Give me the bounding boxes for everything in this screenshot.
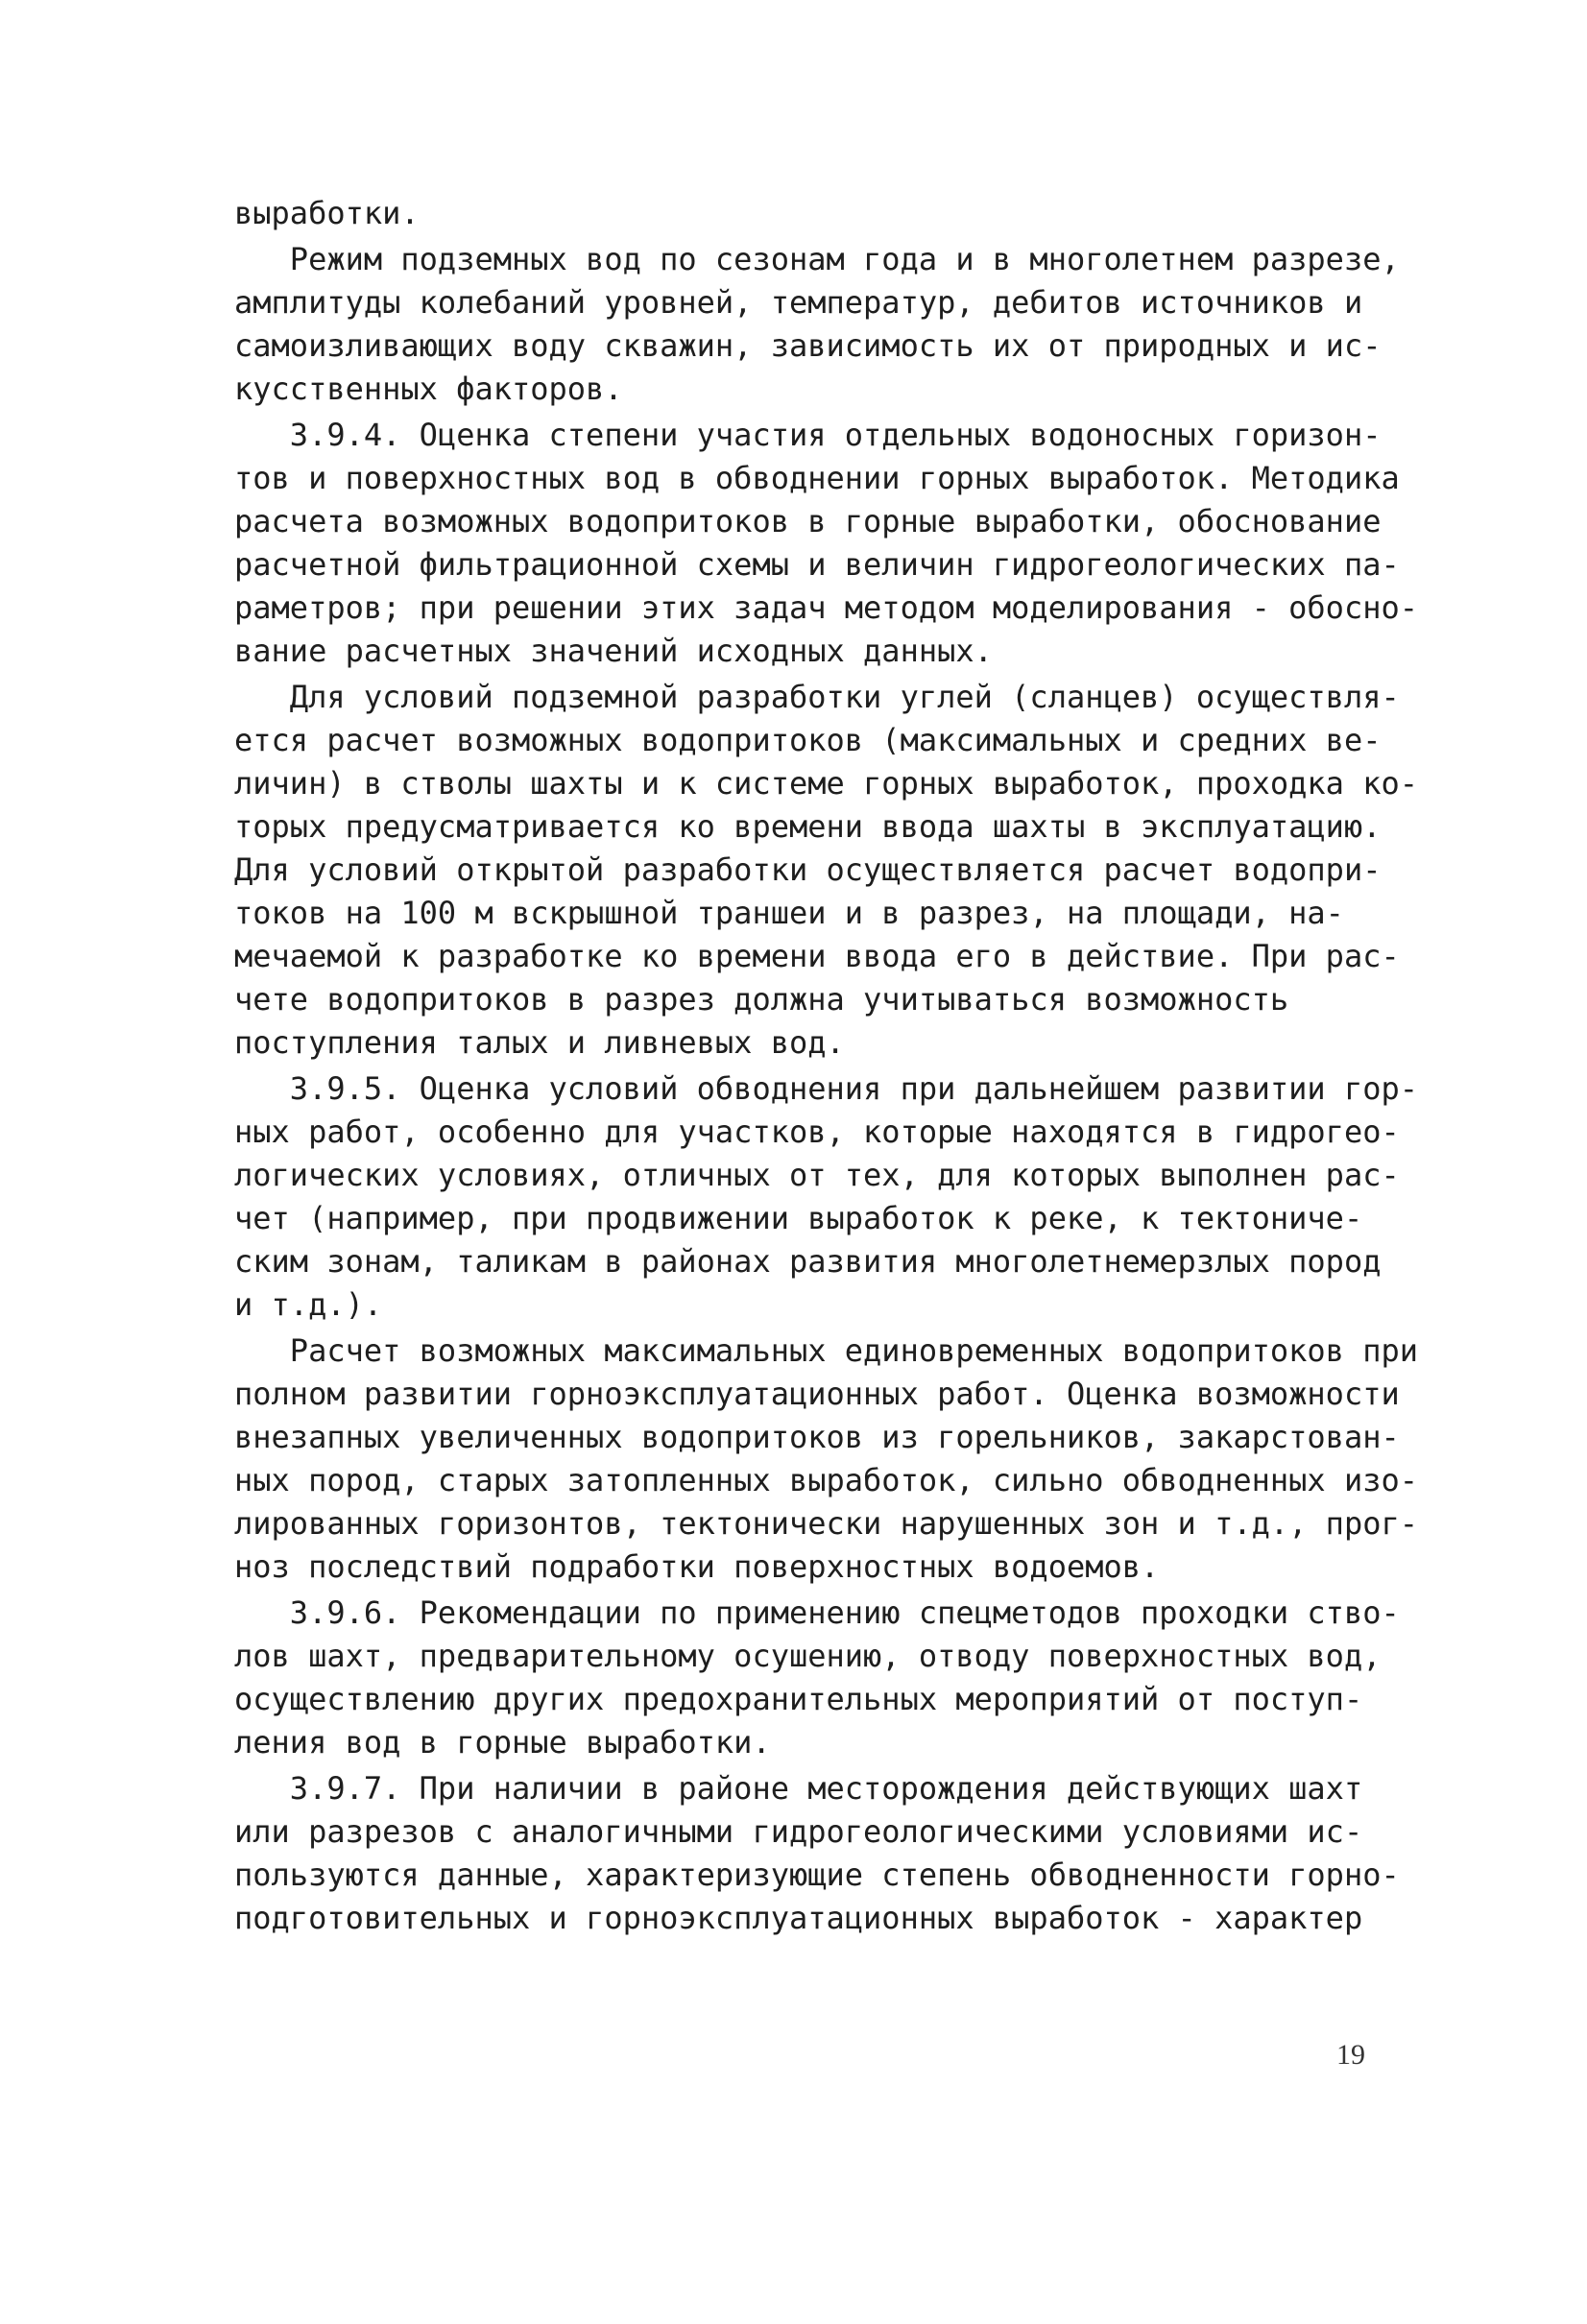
text-line: ским зонам, таликам в районах развития многолетнемерзлых пород [234,1243,1382,1280]
text-line: подготовительных и горноэксплуатационных выработок - характер [234,1900,1363,1936]
text-line: полном развитии горноэксплуатационных работ. Оценка возможности [234,1376,1400,1412]
text-line: ноз последствий подработки поверхностных водоемов. [234,1548,1160,1585]
text-line: выработки. [234,195,420,231]
text-line: кусственных факторов. [234,371,623,407]
text-line: Расчет возможных максимальных единовременных водопритоков при [234,1332,1418,1369]
text-line: осуществлению других предохранительных мероприятий от поступ- [234,1681,1363,1717]
text-line: ется расчет возможных водопритоков (максимальных и средних ве- [234,722,1382,758]
text-line: 3.9.6. Рекомендации по применению спецметодов проходки ство- [234,1594,1400,1631]
text-line: ления вод в горные выработки. [234,1724,771,1761]
text-line: логических условиях, отличных от тех, для которых выполнен рас- [234,1157,1400,1193]
text-line: и т.д.). [234,1286,383,1323]
text-line: Для условий подземной разработки углей (сланцев) осуществля- [234,679,1400,715]
text-line: расчетной фильтрационной схемы и величин гидрогеологических па- [234,546,1400,583]
text-line: раметров; при решении этих задач методом моделирования - обосно- [234,589,1418,626]
text-line: Режим подземных вод по сезонам года и в многолетнем разрезе, [234,241,1400,277]
text-line: 3.9.7. При наличии в районе месторождения действующих шахт [234,1770,1363,1807]
text-line: личин) в стволы шахты и к системе горных выработок, проходка ко- [234,765,1418,802]
text-line: мечаемой к разработке ко времени ввода его в действие. При рас- [234,938,1400,974]
text-line: 3.9.5. Оценка условий обводнения при дальнейшем развитии гор- [234,1070,1418,1107]
text-line: Для условий открытой разработки осуществляется расчет водопри- [234,851,1382,888]
text-line: лированных горизонтов, тектонически нарушенных зон и т.д., прог- [234,1505,1418,1542]
text-line: токов на 100 м вскрышной траншеи и в разрез, на площади, на- [234,895,1344,931]
text-line: лов шахт, предварительному осушению, отводу поверхностных вод, [234,1638,1382,1674]
text-line: самоизливающих воду скважин, зависимость их от природных и ис- [234,327,1382,364]
text-line: 3.9.4. Оценка степени участия отдельных водоносных горизон- [234,417,1382,453]
text-line: торых предусматривается ко времени ввода шахты в эксплуатацию. [234,808,1382,845]
text-line: внезапных увеличенных водопритоков из горельников, закарстован- [234,1419,1400,1455]
text-line: ных пород, старых затопленных выработок, сильно обводненных изо- [234,1462,1418,1498]
text-line: чет (например, при продвижении выработок к реке, к тектониче- [234,1200,1363,1236]
page-number: 19 [1336,2039,1365,2071]
text-line: или разрезов с аналогичными гидрогеологическими условиями ис- [234,1813,1363,1850]
text-line: тов и поверхностных вод в обводнении горных выработок. Методика [234,460,1400,496]
text-line: расчета возможных водопритоков в горные выработки, обоснование [234,503,1382,539]
text-line: пользуются данные, характеризующие степень обводненности горно- [234,1857,1400,1893]
text-line: вание расчетных значений исходных данных. [234,633,993,669]
text-line: амплитуды колебаний уровней, температур, дебитов источников и [234,284,1363,321]
text-line: поступления талых и ливневых вод. [234,1024,845,1061]
text-line: чете водопритоков в разрез должна учитываться возможность [234,981,1289,1018]
text-line: ных работ, особенно для участков, которые находятся в гидрогео- [234,1114,1400,1150]
